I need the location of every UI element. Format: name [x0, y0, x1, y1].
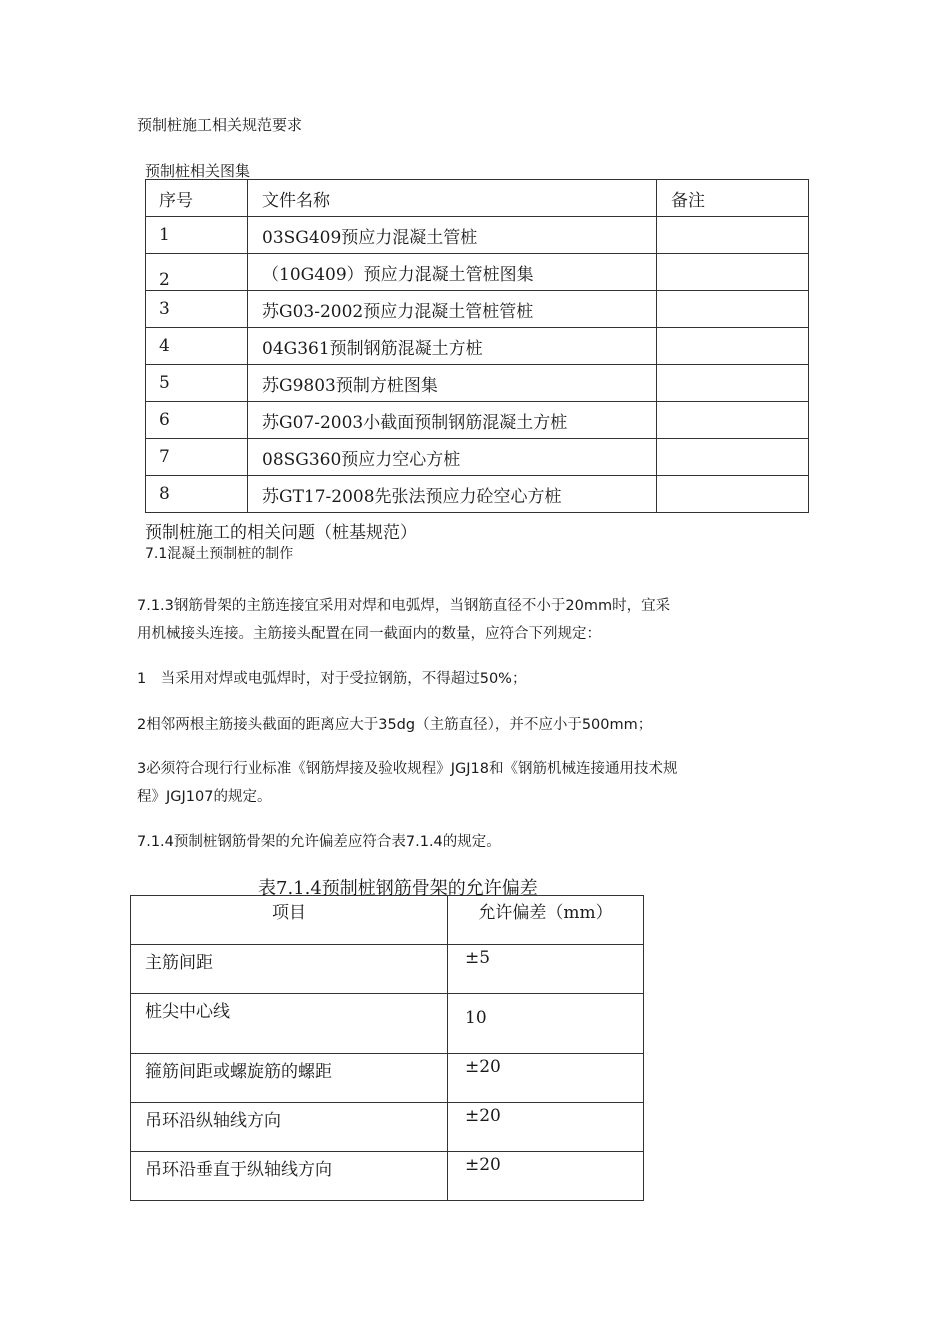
table-cell: ±20 [448, 1103, 644, 1152]
table-cell: ±20 [448, 1152, 644, 1201]
table-cell [657, 365, 809, 402]
table-cell: 08SG360预应力空心方桩 [248, 439, 657, 476]
table-cell: 苏GT17-2008先张法预应力砼空心方桩 [248, 476, 657, 513]
rule-item-3 [137, 755, 677, 811]
table-cell: ±5 [448, 945, 644, 994]
table-cell: 5 [146, 365, 248, 402]
table-cell: 吊环沿垂直于纵轴线方向 [131, 1152, 448, 1201]
table-row [146, 291, 809, 328]
table-cell: 主筋间距 [131, 945, 448, 994]
table-cell [657, 439, 809, 476]
table-row [146, 476, 809, 513]
table-cell: 苏G9803预制方桩图集 [248, 365, 657, 402]
table-row [131, 994, 644, 1054]
table-header-row [131, 896, 644, 945]
table-cell [657, 254, 809, 291]
header-cell: 项目 [131, 896, 448, 945]
header-cell: 序号 [146, 180, 248, 217]
table-cell: 桩尖中心线 [131, 994, 448, 1054]
table-cell: 4 [146, 328, 248, 365]
clause-line: 3必须符合现行行业标准《钢筋焊接及验收规程》JGJ18和《钢筋机械连接通用技术规 [137, 761, 678, 777]
header-cell: 允许偏差（mm） [448, 896, 644, 945]
table-row [131, 1054, 644, 1103]
table-cell: 10 [448, 994, 644, 1054]
clause-7-1-4: 7.1.4预制桩钢筋骨架的允许偏差应符合表7.1.4的规定。 [137, 834, 501, 850]
header-cell: 备注 [657, 180, 809, 217]
table-row [146, 365, 809, 402]
table-cell: 苏G07-2003小截面预制钢筋混凝土方桩 [248, 402, 657, 439]
table2-caption: 表7.1.4预制桩钢筋骨架的允许偏差 [258, 878, 538, 899]
table-cell: 吊环沿纵轴线方向 [131, 1103, 448, 1152]
table-cell: ±20 [448, 1054, 644, 1103]
table-cell: 苏G03-2002预应力混凝土管桩管桩 [248, 291, 657, 328]
table-cell: 2 [146, 254, 248, 291]
table-cell [657, 291, 809, 328]
clause-7-1-3 [137, 592, 670, 648]
table-cell [657, 402, 809, 439]
table-cell: 6 [146, 402, 248, 439]
table-row [131, 1103, 644, 1152]
section-title: 预制桩施工的相关问题（桩基规范） [145, 523, 417, 543]
clause-line: 程》JGJ107的规定。 [137, 789, 272, 805]
table-cell [657, 217, 809, 254]
table-row [146, 439, 809, 476]
tolerance-table [130, 895, 644, 1201]
table-row [146, 217, 809, 254]
table-cell [657, 328, 809, 365]
clause-line: 7.1.3钢筋骨架的主筋连接宜采用对焊和电弧焊，当钢筋直径不小于20mm时，宜采 [137, 598, 671, 614]
table-row [131, 945, 644, 994]
section-subtitle: 7.1混凝土预制桩的制作 [145, 546, 294, 562]
clause-line: 用机械接头连接。主筋接头配置在同一截面内的数量，应符合下列规定： [137, 626, 601, 642]
table-cell: 8 [146, 476, 248, 513]
rule-item-2: 2相邻两根主筋接头截面的距离应大于35dg（主筋直径），并不应小于500mm； [137, 717, 653, 733]
table-cell: （10G409）预应力混凝土管桩图集 [248, 254, 657, 291]
table-cell [657, 476, 809, 513]
table-row [146, 254, 809, 291]
table-row [131, 1152, 644, 1201]
table-header-row [146, 180, 809, 217]
table-row [146, 402, 809, 439]
table-cell: 箍筋间距或螺旋筋的螺距 [131, 1054, 448, 1103]
table-cell: 04G361预制钢筋混凝土方桩 [248, 328, 657, 365]
table-cell: 3 [146, 291, 248, 328]
table-cell: 7 [146, 439, 248, 476]
table-cell: 03SG409预应力混凝土管桩 [248, 217, 657, 254]
table1-caption: 预制桩相关图集 [145, 162, 251, 180]
table-row [146, 328, 809, 365]
document-title: 预制桩施工相关规范要求 [137, 116, 303, 134]
table-cell: 1 [146, 217, 248, 254]
header-cell: 文件名称 [248, 180, 657, 217]
rule-item-1: 1 当采用对焊或电弧焊时，对于受拉钢筋，不得超过50%； [137, 671, 527, 687]
atlas-table [145, 179, 809, 513]
